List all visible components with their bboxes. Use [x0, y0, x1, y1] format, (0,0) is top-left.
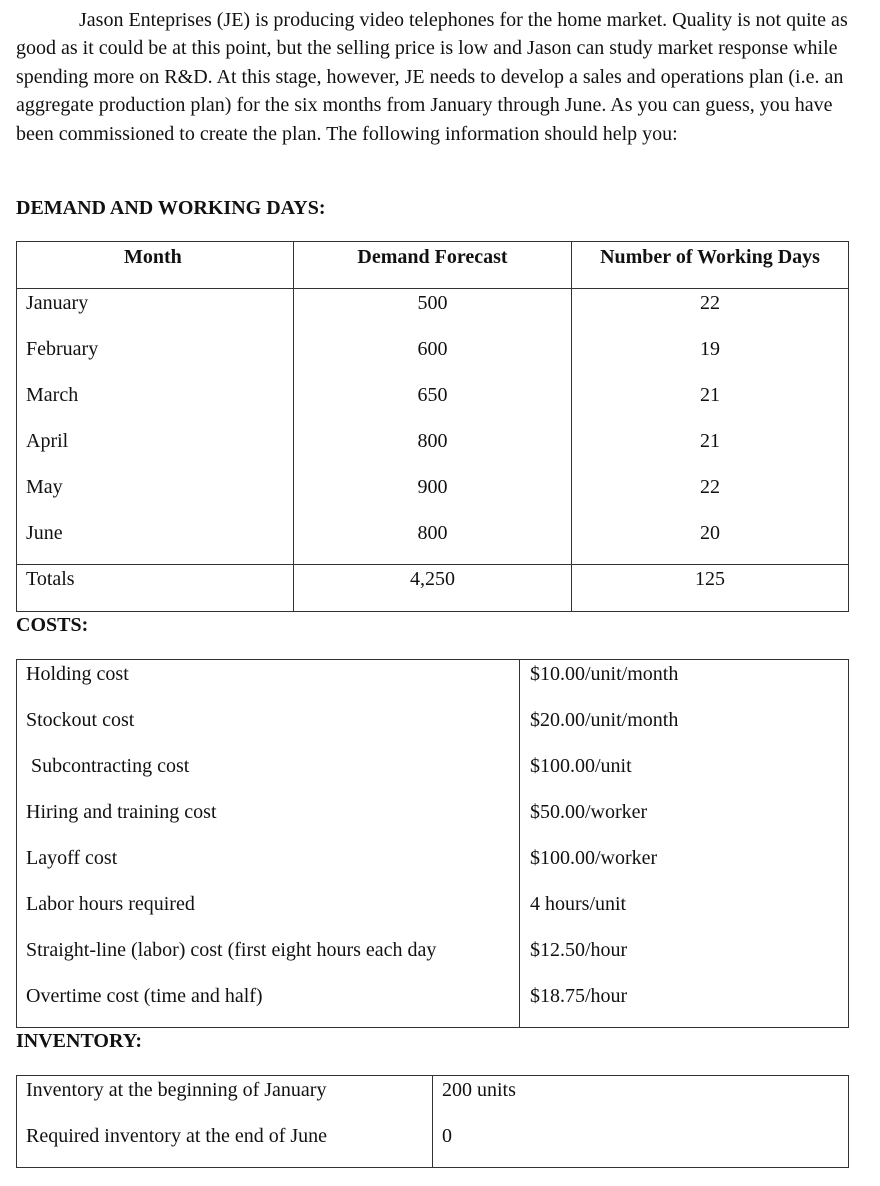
inventory-row: [17, 1122, 849, 1168]
totals-row: [17, 565, 849, 612]
cost-label: Holding cost: [17, 660, 520, 706]
cost-label: Stockout cost: [17, 706, 520, 752]
demand-cell: 900: [294, 473, 572, 519]
cost-row: [17, 706, 849, 752]
totals-label: Totals: [17, 565, 294, 612]
month-cell: May: [17, 473, 294, 519]
costs-heading: COSTS:: [16, 614, 89, 636]
cost-value: 4 hours/unit: [520, 890, 849, 936]
demand-cell: 800: [294, 519, 572, 565]
cost-value: $100.00/worker: [520, 844, 849, 890]
inventory-label: Inventory at the beginning of January: [17, 1076, 433, 1122]
header-month: Month: [17, 242, 294, 289]
demand-row: [17, 473, 849, 519]
cost-value: $18.75/hour: [520, 982, 849, 1028]
cost-label: Hiring and training cost: [17, 798, 520, 844]
cost-row: [17, 798, 849, 844]
demand-row: [17, 381, 849, 427]
totals-days: 125: [572, 565, 849, 612]
demand-cell: 800: [294, 427, 572, 473]
inventory-label: Required inventory at the end of June: [17, 1122, 433, 1168]
working-days-cell: 19: [572, 335, 849, 381]
cost-value: $100.00/unit: [520, 752, 849, 798]
cost-label: Straight-line (labor) cost (first eight hours each day: [17, 936, 520, 982]
working-days-cell: 21: [572, 427, 849, 473]
cost-label: Subcontracting cost: [17, 752, 520, 798]
cost-row: [17, 844, 849, 890]
inventory-row: [17, 1076, 849, 1122]
demand-cell: 650: [294, 381, 572, 427]
cost-value: $20.00/unit/month: [520, 706, 849, 752]
inventory-heading: INVENTORY:: [16, 1030, 142, 1052]
cost-value: $10.00/unit/month: [520, 660, 849, 706]
header-demand-forecast: Demand Forecast: [294, 242, 572, 289]
demand-header-row: [17, 242, 849, 289]
header-working-days: Number of Working Days: [572, 242, 849, 289]
cost-row: [17, 936, 849, 982]
totals-demand: 4,250: [294, 565, 572, 612]
inventory-table: [16, 1075, 849, 1168]
demand-table: [16, 241, 849, 612]
demand-row: [17, 519, 849, 565]
month-cell: April: [17, 427, 294, 473]
demand-row: [17, 335, 849, 381]
cost-label: Overtime cost (time and half): [17, 982, 520, 1028]
month-cell: February: [17, 335, 294, 381]
month-cell: January: [17, 289, 294, 335]
demand-row: [17, 427, 849, 473]
cost-label: Labor hours required: [17, 890, 520, 936]
cost-value: $12.50/hour: [520, 936, 849, 982]
cost-row: [17, 982, 849, 1028]
cost-row: [17, 752, 849, 798]
demand-cell: 500: [294, 289, 572, 335]
month-cell: June: [17, 519, 294, 565]
cost-value: $50.00/worker: [520, 798, 849, 844]
inventory-value: 200 units: [433, 1076, 849, 1122]
demand-row: [17, 289, 849, 335]
working-days-cell: 22: [572, 473, 849, 519]
cost-row: [17, 890, 849, 936]
costs-table: [16, 659, 849, 1028]
working-days-cell: 21: [572, 381, 849, 427]
demand-cell: 600: [294, 335, 572, 381]
demand-heading: DEMAND AND WORKING DAYS:: [16, 197, 326, 219]
cost-label: Layoff cost: [17, 844, 520, 890]
cost-row: [17, 660, 849, 706]
working-days-cell: 22: [572, 289, 849, 335]
working-days-cell: 20: [572, 519, 849, 565]
month-cell: March: [17, 381, 294, 427]
intro-paragraph: Jason Enteprises (JE) is producing video telephones for the home market. Quality is not quite as good as it could be at this point, but the selling price is low and Jason can study market response while spending more on R&D. At this stage, however, JE needs to develop a sales and operations plan (i.e. an aggregate production plan) for the six months from January through June. As you can guess, you have been commissioned to create the plan. The following information should help you:: [16, 9, 848, 145]
inventory-value: 0: [433, 1122, 849, 1168]
